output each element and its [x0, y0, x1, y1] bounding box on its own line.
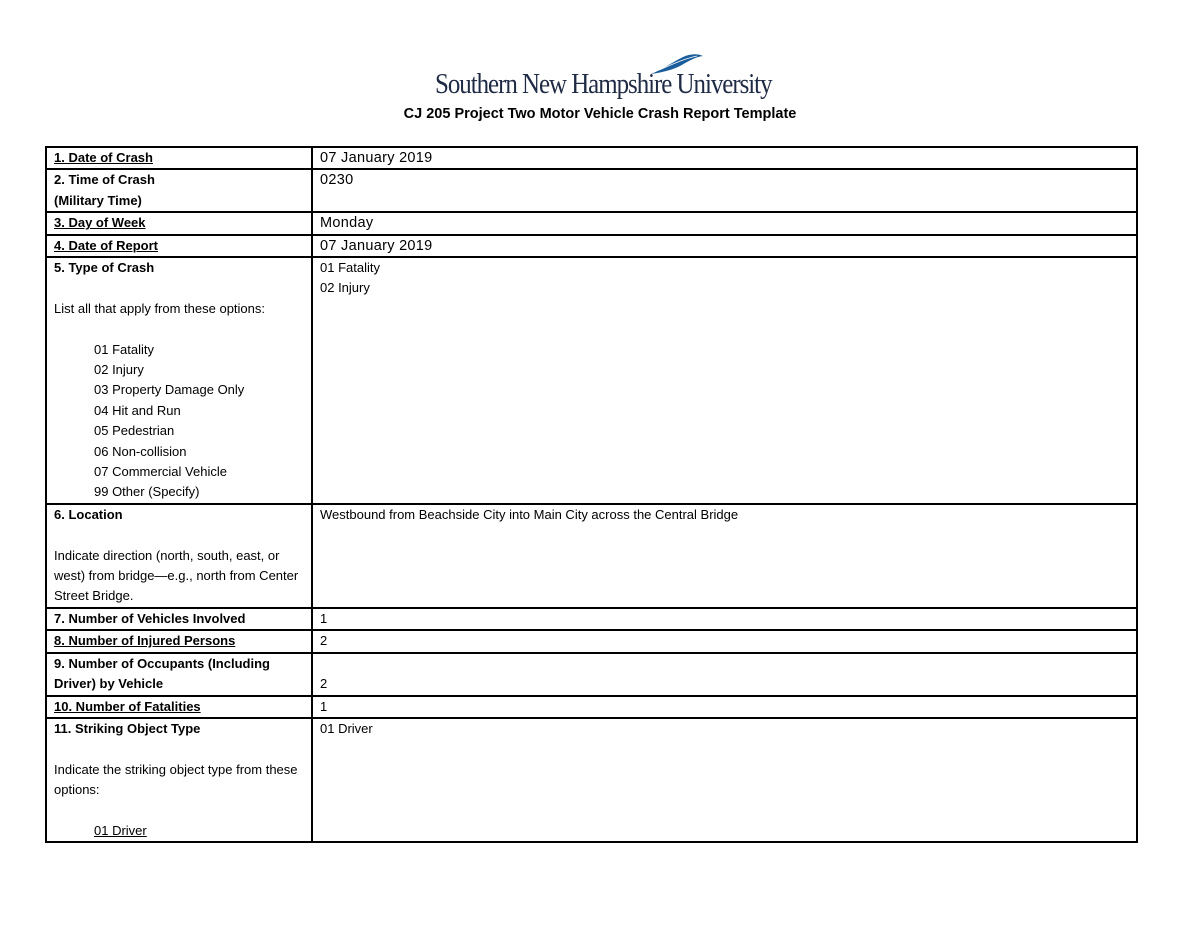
- crash-type-option: 99 Other (Specify): [94, 484, 200, 500]
- day-of-week-value: Monday: [320, 215, 374, 232]
- location-label: 6. Location: [54, 506, 123, 522]
- time-of-crash-sublabel: (Military Time): [54, 192, 142, 208]
- row-date-of-crash: [46, 147, 1137, 169]
- row-striking-object-type: [46, 718, 1137, 842]
- location-value: Westbound from Beachside City into Main City across the Central Bridge: [320, 506, 739, 522]
- row-day-of-week: [46, 212, 1137, 234]
- number-of-fatalities-value: 1: [320, 698, 328, 714]
- date-of-crash-value: 07 January 2019: [320, 150, 433, 166]
- row-number-of-occupants: [46, 653, 1137, 696]
- type-of-crash-value: 01 Fatality: [320, 260, 380, 276]
- striking-object-type-value: 01 Driver: [320, 720, 373, 736]
- time-of-crash-value: 0230: [320, 172, 354, 189]
- type-of-crash-instruction: List all that apply from these options:: [54, 300, 266, 316]
- number-of-injured-value: 2: [320, 633, 328, 649]
- crash-type-option: 05 Pedestrian: [94, 423, 175, 439]
- time-of-crash-label: 2. Time of Crash: [54, 172, 155, 188]
- type-of-crash-label: 5. Type of Crash: [54, 260, 155, 276]
- crash-type-option: 07 Commercial Vehicle: [94, 464, 227, 480]
- location-instruction: Indicate direction (north, south, east, or west) from bridge—e.g., north from Center Street Bridge.: [54, 547, 299, 604]
- striking-object-instruction: Indicate the striking object type from these options:: [54, 761, 298, 798]
- crash-type-option: 04 Hit and Run: [94, 402, 181, 418]
- row-date-of-report: [46, 235, 1137, 257]
- day-of-week-label: 3. Day of Week: [54, 215, 146, 231]
- number-of-vehicles-value: 1: [320, 610, 328, 626]
- row-number-of-injured: [46, 630, 1137, 652]
- row-time-of-crash: [46, 169, 1137, 212]
- crash-report-table: [45, 146, 1138, 843]
- document-title: CJ 205 Project Two Motor Vehicle Crash Report Template: [403, 106, 797, 122]
- row-location: [46, 504, 1137, 608]
- crash-type-option: 03 Property Damage Only: [94, 382, 245, 398]
- number-of-occupants-value: 2: [320, 676, 328, 692]
- crash-type-option: 06 Non-collision: [94, 443, 187, 459]
- number-of-fatalities-label: 10. Number of Fatalities: [54, 698, 201, 714]
- crash-type-option: 01 Fatality: [94, 341, 154, 357]
- row-number-of-vehicles: [46, 608, 1137, 630]
- striking-object-option: 01 Driver: [94, 822, 147, 838]
- date-of-report-label: 4. Date of Report: [54, 237, 159, 253]
- crash-type-option: 02 Injury: [94, 362, 144, 378]
- university-name: Southern New Hampshire University: [435, 68, 772, 100]
- number-of-injured-label: 8. Number of Injured Persons: [54, 633, 236, 649]
- date-of-report-value: 07 January 2019: [320, 237, 433, 254]
- row-type-of-crash: [46, 257, 1137, 504]
- date-of-crash-label: 1. Date of Crash: [54, 150, 153, 165]
- number-of-occupants-label: 9. Number of Occupants (Including Driver) by Vehicle: [54, 655, 270, 692]
- striking-object-type-label: 11. Striking Object Type: [54, 720, 201, 736]
- feather-icon: [647, 54, 707, 76]
- number-of-vehicles-label: 7. Number of Vehicles Involved: [54, 610, 246, 626]
- type-of-crash-value: 02 Injury: [320, 280, 370, 296]
- row-number-of-fatalities: [46, 696, 1137, 718]
- university-logo: [435, 54, 775, 104]
